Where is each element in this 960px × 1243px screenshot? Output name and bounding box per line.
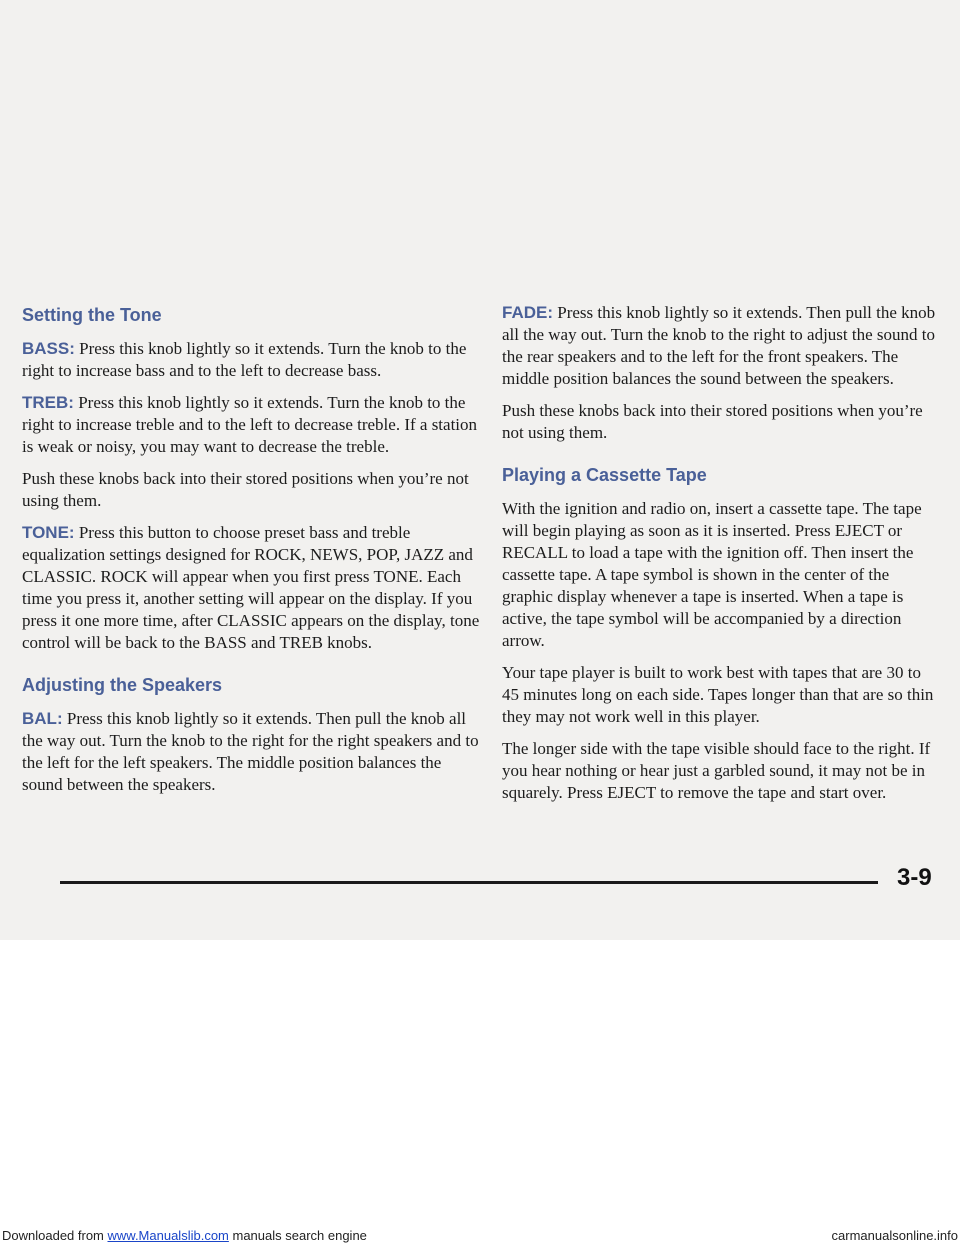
treb-paragraph	[22, 392, 480, 458]
push-knobs-paragraph: Push these knobs back into their stored positions when you’re not using them.	[22, 469, 469, 510]
heading-adjusting-speakers: Adjusting the Speakers	[22, 675, 223, 695]
tone-paragraph	[22, 522, 480, 654]
bal-text: Press this knob lightly so it extends. Then pull the knob all the way out. Turn the knob to the right for the right speakers and to the left for the left speakers. The middle position balances the sound between the speakers.	[22, 709, 479, 794]
cassette-paragraph-3: The longer side with the tape visible should face to the right. If you hear nothing or hear just a garbled sound, it may not be in squarely. Press EJECT to remove the tape and start over.	[502, 739, 931, 802]
manualslib-link[interactable]: www.Manualslib.com	[107, 1228, 229, 1243]
treb-term: TREB:	[22, 393, 74, 412]
heading-setting-the-tone: Setting the Tone	[22, 305, 162, 325]
watermark-text: carmanualsonline.info	[831, 1228, 958, 1243]
bal-term: BAL:	[22, 709, 63, 728]
bass-text: Press this knob lightly so it extends. Turn the knob to the right to increase bass and to the left to decrease bass.	[22, 339, 467, 380]
download-footer	[2, 1228, 367, 1243]
push-knobs-paragraph-right: Push these knobs back into their stored positions when you’re not using them.	[502, 401, 923, 442]
heading-playing-cassette: Playing a Cassette Tape	[502, 465, 707, 485]
tone-term: TONE:	[22, 523, 75, 542]
right-column	[502, 302, 942, 814]
bass-term: BASS:	[22, 339, 75, 358]
footer-suffix: manuals search engine	[228, 1228, 367, 1243]
page-rule	[60, 881, 878, 884]
fade-text: Press this knob lightly so it extends. Then pull the knob all the way out. Turn the knob to the right to adjust the sound to the rear speakers and to the left for the front speakers. The middle position balances the sound between the speakers.	[502, 303, 936, 388]
page-number: 3-9	[897, 864, 932, 891]
left-column	[22, 302, 480, 806]
cassette-paragraph-2: Your tape player is built to work best with tapes that are 30 to 45 minutes long on each side. Tapes longer than that are so thin they may not work well in this player.	[502, 663, 934, 726]
fade-paragraph	[502, 302, 942, 390]
bal-paragraph	[22, 708, 480, 796]
footer-prefix: Downloaded from	[2, 1228, 108, 1243]
tone-text: Press this button to choose preset bass and treble equalization settings designed for ROCK, NEWS, POP, JAZZ and CLASSIC. ROCK will appear when you first press TONE. Each time you press it, another setting will appear on the display. If you press it one more time, after CLASSIC appears on the display, tone control will be back to the BASS and TREB knobs.	[22, 523, 480, 652]
cassette-paragraph-1: With the ignition and radio on, insert a cassette tape. The tape will begin playing as soon as it is inserted. Press EJECT or RECALL to load a tape with the ignition off. Then insert the cassette tape. A tape symbol is shown in the center of the graphic display whenever a tape is inserted. When a tape is active, the tape symbol will be accompanied by a direction arrow.	[502, 499, 922, 650]
fade-term: FADE:	[502, 303, 553, 322]
bass-paragraph	[22, 338, 480, 382]
treb-text: Press this knob lightly so it extends. Turn the knob to the right to increase treble and to the left to decrease treble. If a station is weak or noisy, you may want to decrease the treble.	[22, 393, 478, 456]
